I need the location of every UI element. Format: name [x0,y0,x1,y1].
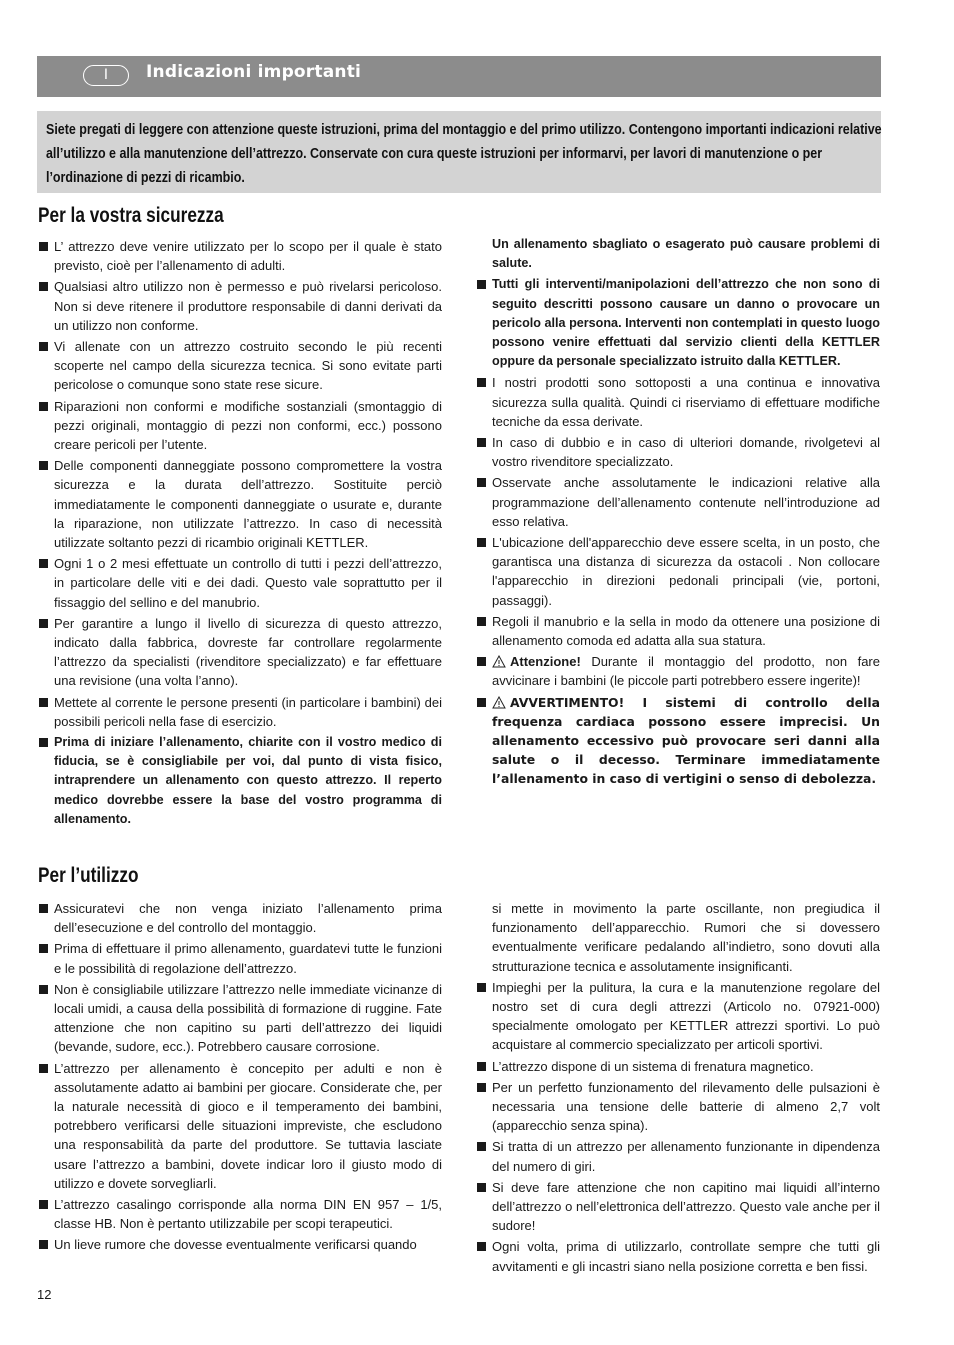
list-item: L’attrezzo dispone di un sistema di frenatura magnetico. [475,1057,880,1076]
list-item: Impieghi per la pulitura, la cura e la manutenzione regolare del nostro set di cura degli attrezzi (Articolo no. 07921-000) specialmente omologato per KETTLER attrezzi sportivi. Lo può acquistare al commercio specializzato per articoli sportivi. [475,978,880,1055]
list-item: Qualsiasi altro utilizzo non è permesso e può rivelarsi pericoloso. Non si deve ritenere il produttore responsabile di danni derivati da un utilizzo non conforme. [37,277,442,335]
bullet-square-icon [477,1183,486,1192]
list-item: Per un perfetto funzionamento del rilevamento delle pulsazioni è necessaria una tensione delle batterie di almeno 2,7 volt (apparecchio senza spina). [475,1078,880,1136]
bullet-square-icon [39,402,48,411]
bullet-square-icon [39,985,48,994]
list-item: L’attrezzo per allenamento è concepito per adulti e non è assolutamente adatto ai bambini per giocare. Considerate che, per la naturale necessità di gioco e il temperamento dei bambini, potrebbero verificarsi delle situazioni impreviste, che escludono una responsabilità da parte del produttore. Se tuttavia lasciate usare l’attrezzo a bambini, dovete indicar loro il giusto modo di utilizzo e dovete sorvegliarli. [37,1059,442,1193]
usage-right-column [475,899,880,1278]
safety-right-column [475,235,880,791]
bullet-square-icon [39,944,48,953]
bullet-square-icon [477,438,486,447]
list-item: Assicuratevi che non venga iniziato l’allenamento prima dell’esecuzione e del controllo del montaggio. [37,899,442,937]
list-item: Si tratta di un attrezzo per allenamento funzionante in dipendenza del numero di giri. [475,1137,880,1175]
list-item: Prima di iniziare l’allenamento, chiarite con il vostro medico di fiducia, se è consigliabile per voi, dal punto di vista fisico, intraprendere un allenamento con questo attrezzo. Il reperto medico dovrebbe essere la base del vostro programma di allenamento. [37,733,442,829]
list-item: Ogni 1 o 2 mesi effettuate un controllo di tutti i pezzi dell’attrezzo, in particolare delle viti e dei dadi. Questo vale soprattutto per il fissaggio del sellino e del manubrio. [37,554,442,612]
bullet-square-icon [477,617,486,626]
safety-heading: Per la vostra sicurezza [38,204,224,227]
list-item: Si deve fare attenzione che non capitino mai liquidi all’interno dell’attrezzo o nell’elettronica dell’attrezzo. Questo vale anche per il sudore! [475,1178,880,1236]
list-item: In caso di dubbio e in caso di ulteriori domande, rivolgetevi al vostro rivenditore specializzato. [475,433,880,471]
bullet-square-icon [39,904,48,913]
bullet-square-icon [39,461,48,470]
bullet-square-icon [39,698,48,707]
section-header-bar [37,56,881,97]
list-item: Tutti gli interventi/manipolazioni dell’attrezzo che non sono di seguito descritti possono causare un danno o provocare un pericolo alla persona. Interventi non contemplati in questo luogo possono venire effettuati dal servizio clienti della KETTLER oppure da personale specializzato istruito dalla KETTLER. [475,275,880,371]
bullet-square-icon [477,1142,486,1151]
section-title: Indicazioni importanti [146,62,362,82]
list-item: L’ attrezzo deve venire utilizzato per lo scopo per il quale è stato previsto, cioè per l’allenamento di adulti. [37,237,442,275]
list-item-attention: Attenzione! Durante il montaggio del prodotto, non fare avvicinare i bambini (le piccole parti potrebbero essere ingerite)! [475,652,880,690]
warning-triangle-icon [492,655,506,668]
usage-heading: Per l’utilizzo [38,864,139,887]
bullet-square-icon [477,983,486,992]
bullet-square-icon [477,538,486,547]
bullet-square-icon [477,280,486,289]
language-badge: I [83,65,129,86]
list-item: Non è consigliabile utilizzare l’attrezzo nelle immediate vicinanze di locali umidi, a causa della possibilità di formazione di ruggine. Fate attenzione che non capitino su parti dell’attrezzo dei liquidi (bevande, sudore, ecc.). Potrebbero causare corrosione. [37,980,442,1057]
page-number: 12 [37,1287,52,1302]
list-item: L’attrezzo casalingo corrisponde alla norma DIN EN 957 – 1/5, classe HB. Non è pertanto utilizzabile per scopi terapeutici. [37,1195,442,1233]
list-item-continuation: si mette in movimento la parte oscillante, non pregiudica il funzionamento dell’apparecchio. Rumori che si dovessero eventualmente verificare pedalando all’indietro, sono dovuti alla strutturazione tecnica e assolutamente insignificanti. [492,901,880,974]
bullet-square-icon [39,242,48,251]
bullet-square-icon [477,698,486,707]
list-item: Mettete al corrente le persone presenti (in particolare i bambini) dei possibili pericoli nella fase di esercizio. [37,693,442,731]
bullet-square-icon [477,1242,486,1251]
list-item: Prima di effettuare il primo allenamento, guardatevi tutte le funzioni e le possibilità di regolazione dell’attrezzo. [37,939,442,977]
list-item: Un lieve rumore che dovesse eventualmente verificarsi quando [37,1235,442,1254]
list-item: Ogni volta, prima di utilizzarlo, controllate sempre che tutti gli avvitamenti e gli incastri siano nella posizione corretta e ben fissi. [475,1237,880,1275]
list-item: L'ubicazione dell'apparecchio deve essere scelta, in un posto, che garantisca una distanza di sicurezza da ostacoli . Non collocare l'apparecchio in direzioni pedonali principali (vie, portoni, passaggi). [475,533,880,610]
list-item: Delle componenti danneggiate possono compromettere la vostra sicurezza e la durata dell’attrezzo. Sostituite perciò immediatamente le componenti danneggiate o usurate e, durante la riparazione, non utilizzate l’attrezzo. In caso di necessità utilizzate soltanto pezzi di ricambio originali KETTLER. [37,456,442,552]
bullet-square-icon [477,1062,486,1071]
usage-left-column [37,899,442,1257]
list-item: Osservate anche assolutamente le indicazioni relative alla programmazione dell’allenamento contenute nell’introduzione ad esso relativa. [475,473,880,531]
list-item: Riparazioni non conformi e modifiche sostanziali (smontaggio di pezzi originali, montaggio di pezzi non conformi, ecc.) possono creare pericoli per l’utente. [37,397,442,455]
bullet-square-icon [477,1083,486,1092]
bullet-square-icon [477,378,486,387]
bullet-square-icon [39,738,48,747]
list-item: Regoli il manubrio e la sella in modo da ottenere una posizione di allenamento comoda ed adatta alla sua statura. [475,612,880,650]
list-item-continuation: Un allenamento sbagliato o esagerato può causare problemi di salute. [492,237,880,271]
list-item: Per garantire a lungo il livello di sicurezza di questo attrezzo, indicato dalla fabbrica, dovreste far controllare regolarmente l’attrezzo da specialisti (rivenditore specializzato) e far effettuare una revisione (una volta l’anno). [37,614,442,691]
bullet-square-icon [39,619,48,628]
bullet-square-icon [39,1064,48,1073]
bullet-square-icon [39,559,48,568]
bullet-square-icon [477,657,486,666]
list-item: Vi allenate con un attrezzo costruito secondo le più recenti scoperte nel campo della sicurezza tecnica. Si sono evitate parti pericolose o comunque sono state rese sicure. [37,337,442,395]
list-item: I nostri prodotti sono sottoposti a una continua e innovativa sicurezza sulla qualità. Quindi ci riserviamo di effettuare modifiche tecniche da essa derivate. [475,373,880,431]
bullet-square-icon [39,1240,48,1249]
bullet-square-icon [39,1200,48,1209]
intro-text: Siete pregati di leggere con attenzione queste istruzioni, prima del montaggio e del primo utilizzo. Contengono importanti indicazioni relative all’utilizzo e alla manutenzione dell’attrezzo. Conservate con cura queste istruzioni per informarvi, per lavori di manutenzione o per l’ordinazione di pezzi di ricambio. [46,122,882,186]
intro-notice [37,111,881,193]
safety-left-column [37,237,442,831]
warning-triangle-icon [492,696,506,709]
bullet-square-icon [477,478,486,487]
list-item-warning: AVVERTIMENTO! I sistemi di controllo della frequenza cardiaca possono essere imprecisi. Un allenamento eccessivo può provocare seri danni alla salute o il decesso. Terminare immediatamente l’allenamento in caso di vertigini o senso di debolezza. [475,693,880,789]
bullet-square-icon [39,342,48,351]
bullet-square-icon [39,282,48,291]
